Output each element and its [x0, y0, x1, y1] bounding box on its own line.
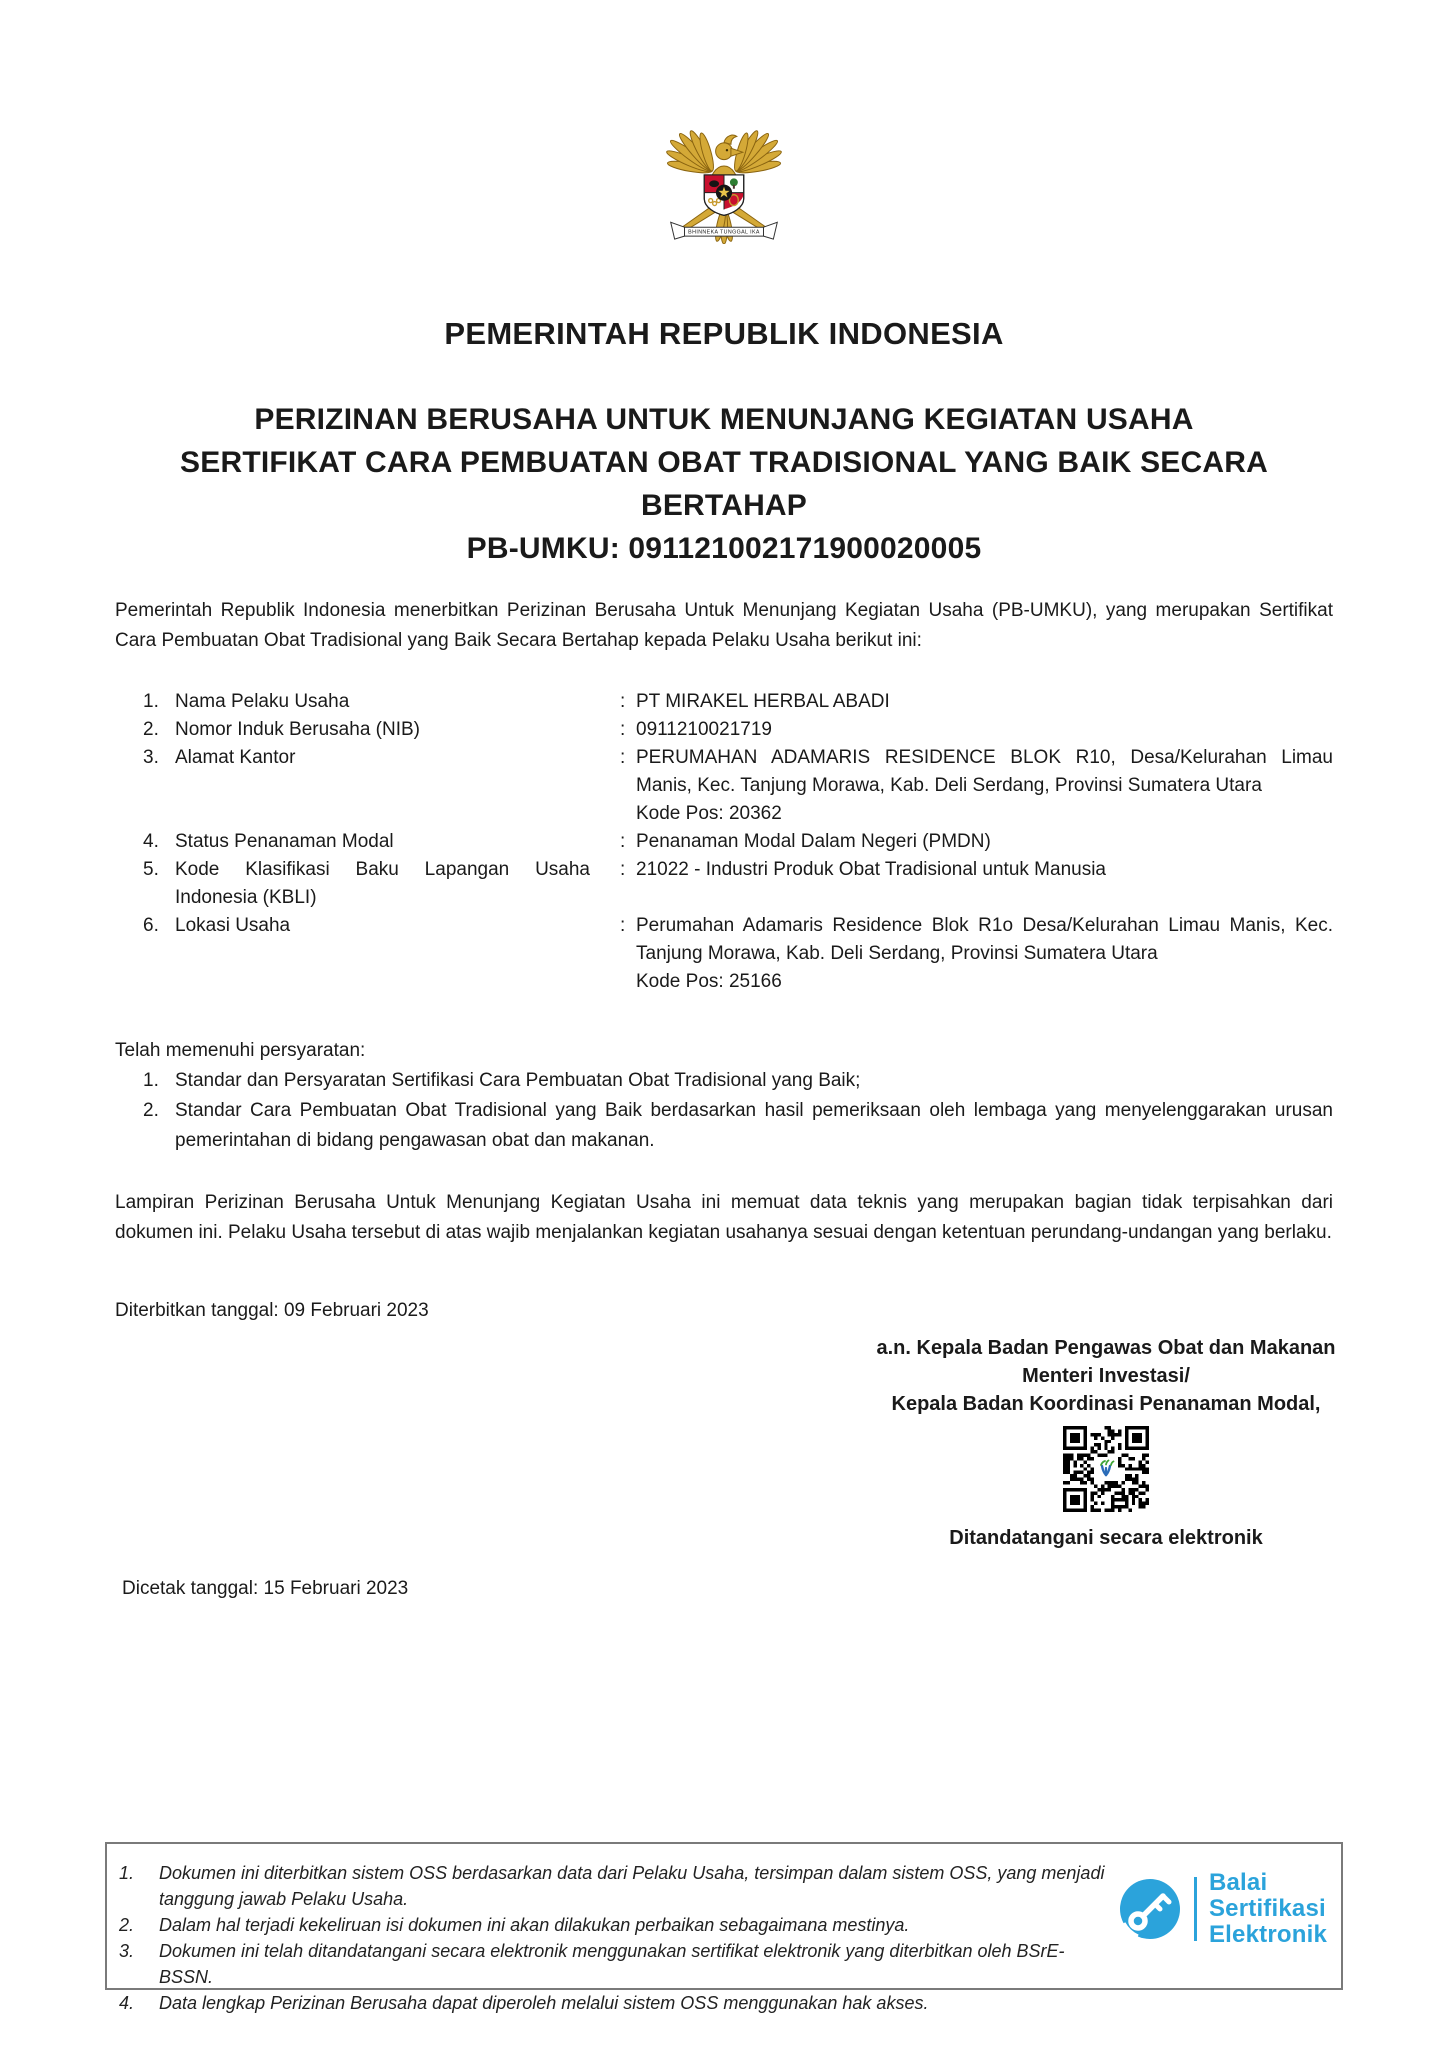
- item-value-extra: Kode Pos: 20362: [636, 803, 782, 824]
- note-number: 2.: [119, 1915, 135, 1935]
- detail-row-nama: [115, 688, 1333, 716]
- business-details-list: [115, 688, 1333, 996]
- garuda-pancasila-icon: [645, 92, 803, 244]
- note-number: 3.: [119, 1941, 135, 1961]
- detail-row-kbli: [115, 856, 1333, 912]
- item-value: [636, 856, 1333, 884]
- document-heading: [70, 398, 1378, 570]
- item-number: 1.: [143, 691, 159, 712]
- garuda-emblem: [0, 92, 1448, 244]
- oss-logo-icon: [1095, 1458, 1117, 1480]
- item-value-text: 21022 - Industri Produk Obat Tradisional untuk Manusia: [636, 859, 1106, 880]
- footer-notes: [119, 1860, 1109, 2016]
- item-colon: :: [620, 719, 626, 740]
- item-number: 2.: [143, 719, 159, 740]
- item-colon: :: [620, 747, 626, 768]
- footer-note: [119, 1860, 1109, 1912]
- item-number: 1.: [143, 1070, 159, 1091]
- item-value-text: Penanaman Modal Dalam Negeri (PMDN): [636, 831, 991, 852]
- requirement-text: Standar Cara Pembuatan Obat Tradisional yang Baik berdasarkan hasil pemeriksaan oleh lembaga yang menyelenggarakan urusan pemerintahan di bidang pengawasan obat dan makanan.: [175, 1100, 1333, 1151]
- footer-notes-box: [105, 1842, 1343, 2013]
- printed-date: Dicetak tanggal: 15 Februari 2023: [122, 1578, 409, 1599]
- signature-line-1: a.n. Kepala Badan Pengawas Obat dan Makanan: [876, 1337, 1336, 1359]
- logo-divider: [1194, 1877, 1197, 1941]
- item-label: Status Penanaman Modal: [175, 831, 394, 852]
- requirements-title: Telah memenuhi persyaratan:: [115, 1040, 366, 1061]
- item-label: Alamat Kantor: [175, 747, 296, 768]
- signature-block: [826, 1334, 1386, 1552]
- bsre-key-icon: [1118, 1877, 1182, 1941]
- heading-line-2: SERTIFIKAT CARA PEMBUATAN OBAT TRADISIONAL YANG BAIK SECARA: [180, 446, 1268, 479]
- note-text: Dokumen ini diterbitkan sistem OSS berdasarkan data dari Pelaku Usaha, tersimpan dalam sistem OSS, yang menjadi tanggung jawab Pelaku Usaha.: [159, 1863, 1105, 1909]
- logo-line: Balai: [1208, 1869, 1268, 1896]
- closing-paragraph: Lampiran Perizinan Berusaha Untuk Menunjang Kegiatan Usaha ini memuat data teknis yang merupakan bagian tidak terpisahkan dari dokumen ini. Pelaku Usaha tersebut di atas wajib menjalankan kegiatan usahanya sesuai dengan ketentuan perundang-undangan yang berlaku.: [115, 1192, 1333, 1243]
- government-title: PEMERINTAH REPUBLIK INDONESIA: [444, 316, 1004, 351]
- intro-paragraph: Pemerintah Republik Indonesia menerbitkan Perizinan Berusaha Untuk Menunjang Kegiatan Usaha (PB-UMKU), yang merupakan Sertifikat Cara Pembuatan Obat Tradisional yang Baik Secara Bertahap kepada Pelaku Usaha berikut ini:: [115, 600, 1333, 651]
- signature-line-3: Kepala Badan Koordinasi Penanaman Modal,: [891, 1393, 1321, 1415]
- item-label: Lokasi Usaha: [175, 915, 291, 936]
- electronic-signature-note: Ditandatangani secara elektronik: [949, 1527, 1263, 1549]
- note-number: 1.: [119, 1863, 135, 1883]
- item-colon: :: [620, 831, 626, 852]
- footer-note: [119, 1990, 1109, 2016]
- logo-line: Sertifikasi: [1208, 1895, 1326, 1922]
- heading-line-3: BERTAHAP: [640, 489, 808, 522]
- item-colon: :: [620, 915, 626, 936]
- qr-code-wrap: [826, 1426, 1386, 1512]
- item-value-text: 0911210021719: [636, 719, 772, 740]
- qr-code: [1063, 1426, 1149, 1512]
- detail-row-nib: [115, 716, 1333, 744]
- requirements-section: [115, 1036, 1333, 1156]
- item-value-text: PT MIRAKEL HERBAL ABADI: [636, 691, 890, 712]
- requirement-item: [115, 1066, 1333, 1096]
- item-value: [636, 828, 1333, 856]
- note-number: 4.: [119, 1993, 135, 2013]
- detail-row-alamat: [115, 744, 1333, 828]
- note-text: Data lengkap Perizinan Berusaha dapat diperoleh melalui sistem OSS menggunakan hak akses.: [159, 1993, 929, 2013]
- signature-line-2: Menteri Investasi/: [1022, 1365, 1190, 1387]
- item-label: Nama Pelaku Usaha: [175, 691, 350, 712]
- item-number: 3.: [143, 747, 159, 768]
- item-value: [636, 744, 1333, 828]
- footer-note: [119, 1912, 1109, 1938]
- item-value: [636, 912, 1333, 996]
- item-number: 5.: [143, 859, 159, 880]
- item-number: 6.: [143, 915, 159, 936]
- item-number: 4.: [143, 831, 159, 852]
- note-text: Dokumen ini telah ditandatangani secara elektronik menggunakan sertifikat elektronik yang diterbitkan oleh BSrE-BSSN.: [159, 1941, 1065, 1987]
- bsre-logo: [1118, 1870, 1327, 1948]
- item-value-text: Perumahan Adamaris Residence Blok R1o Desa/Kelurahan Limau Manis, Kec. Tanjung Morawa, Kab. Deli Serdang, Provinsi Sumatera Utara: [636, 915, 1333, 964]
- heading-line-1: PERIZINAN BERUSAHA UNTUK MENUNJANG KEGIATAN USAHA: [254, 403, 1194, 436]
- issued-date: Diterbitkan tanggal: 09 Februari 2023: [115, 1300, 429, 1321]
- requirement-item: [115, 1096, 1333, 1156]
- item-number: 2.: [143, 1100, 159, 1121]
- item-value-text: PERUMAHAN ADAMARIS RESIDENCE BLOK R10, Desa/Kelurahan Limau Manis, Kec. Tanjung Morawa, Kab. Deli Serdang, Provinsi Sumatera Utara: [636, 747, 1333, 796]
- footer-note: [119, 1938, 1109, 1990]
- item-value: [636, 688, 1333, 716]
- item-label: Nomor Induk Berusaha (NIB): [175, 719, 420, 740]
- detail-row-lokasi: [115, 912, 1333, 996]
- item-value-extra: Kode Pos: 25166: [636, 971, 782, 992]
- logo-line: Elektronik: [1208, 1921, 1327, 1948]
- item-colon: :: [620, 859, 626, 880]
- note-text: Dalam hal terjadi kekeliruan isi dokumen ini akan dilakukan perbaikan sebagaimana mestinya.: [159, 1915, 910, 1935]
- item-value: [636, 716, 1333, 744]
- pb-umku-number: PB-UMKU: 091121002171900020005: [466, 532, 982, 565]
- item-colon: :: [620, 691, 626, 712]
- emblem-banner-text: BHINNEKA TUNGGAL IKA: [688, 229, 760, 236]
- detail-row-status-modal: [115, 828, 1333, 856]
- item-label: Kode Klasifikasi Baku Lapangan Usaha Indonesia (KBLI): [175, 859, 590, 908]
- bsre-logo-text: [1209, 1870, 1327, 1948]
- requirement-text: Standar dan Persyaratan Sertifikasi Cara Pembuatan Obat Tradisional yang Baik;: [175, 1070, 861, 1091]
